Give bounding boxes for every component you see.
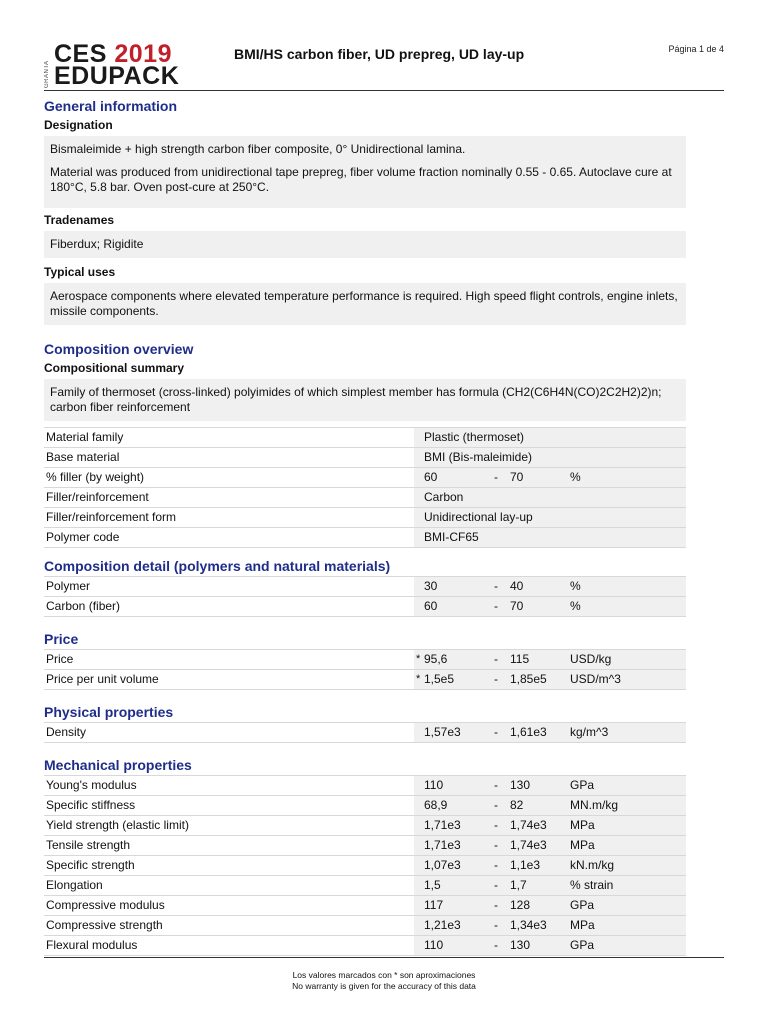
- approx-marker: [414, 428, 422, 448]
- property-name: Young's modulus: [44, 776, 414, 796]
- range-high: 130: [508, 936, 568, 956]
- unit: GPa: [568, 896, 686, 916]
- property-name: Yield strength (elastic limit): [44, 816, 414, 836]
- unit: kN.m/kg: [568, 856, 686, 876]
- unit: % strain: [568, 876, 686, 896]
- unit: MPa: [568, 816, 686, 836]
- unit: USD/kg: [568, 650, 686, 670]
- range-high: 82: [508, 796, 568, 816]
- approx-marker: [414, 856, 422, 876]
- table-row: [44, 723, 686, 743]
- price-table: [44, 649, 686, 690]
- approx-marker: [414, 816, 422, 836]
- range-low: 1,5e5: [422, 670, 484, 690]
- range-high: 1,74e3: [508, 816, 568, 836]
- table-row: [44, 836, 686, 856]
- property-name: Tensile strength: [44, 836, 414, 856]
- range-dash: -: [484, 577, 508, 597]
- tradenames-text: Fiberdux; Rigidite: [44, 231, 686, 258]
- ces-edupack-logo: [44, 42, 204, 90]
- range-dash: -: [484, 836, 508, 856]
- section-title-mechanical: Mechanical properties: [44, 757, 192, 773]
- property-name: Price per unit volume: [44, 670, 414, 690]
- table-row: [44, 896, 686, 916]
- section-title-physical: Physical properties: [44, 704, 174, 720]
- approx-marker: [414, 468, 422, 488]
- section-title-general: General information: [44, 98, 178, 114]
- approx-marker: [414, 836, 422, 856]
- physical-table: [44, 722, 686, 743]
- footer-divider: [44, 957, 724, 958]
- property-name: Polymer: [44, 577, 414, 597]
- section-title-composition: Composition overview: [44, 341, 194, 357]
- table-row: [44, 597, 686, 617]
- property-value: Plastic (thermoset): [422, 428, 686, 448]
- range-dash: -: [484, 597, 508, 617]
- approx-marker: [414, 508, 422, 528]
- compositional-summary-label: Compositional summary: [44, 361, 185, 375]
- table-row: [44, 796, 686, 816]
- property-value: BMI-CF65: [422, 528, 686, 548]
- approx-marker: [414, 528, 422, 548]
- range-dash: -: [484, 916, 508, 936]
- unit: %: [568, 468, 686, 488]
- table-row: [44, 508, 686, 528]
- property-name: Compressive strength: [44, 916, 414, 936]
- compositional-summary-text: Family of thermoset (cross-linked) polyimides of which simplest member has formula (CH2(C6H4N(CO)2C2H2)2)n; carbon fiber reinforcement: [44, 379, 686, 421]
- typical-uses-label: Typical uses: [44, 265, 116, 279]
- approx-marker: [414, 896, 422, 916]
- designation-text: [44, 136, 686, 208]
- range-low: 1,71e3: [422, 816, 484, 836]
- property-name: Base material: [44, 448, 414, 468]
- footer-approximation-note: Los valores marcados con * son aproximaciones: [292, 970, 476, 980]
- unit: %: [568, 597, 686, 617]
- table-row: [44, 936, 686, 956]
- footer-warranty-note: No warranty is given for the accuracy of this data: [292, 981, 476, 991]
- unit: %: [568, 577, 686, 597]
- property-name: Density: [44, 723, 414, 743]
- property-value: Carbon: [422, 488, 686, 508]
- approx-marker: [414, 597, 422, 617]
- range-low: 117: [422, 896, 484, 916]
- section-title-price: Price: [44, 631, 79, 647]
- property-name: Carbon (fiber): [44, 597, 414, 617]
- range-high: 1,1e3: [508, 856, 568, 876]
- approx-marker: [414, 488, 422, 508]
- page-footer: [0, 970, 768, 992]
- property-name: % filler (by weight): [44, 468, 414, 488]
- range-dash: -: [484, 796, 508, 816]
- table-row: [44, 776, 686, 796]
- datasheet-content: [44, 96, 686, 956]
- range-dash: -: [484, 776, 508, 796]
- range-high: 1,85e5: [508, 670, 568, 690]
- range-dash: -: [484, 896, 508, 916]
- designation-paragraph-2: Material was produced from unidirectional tape prepreg, fiber volume fraction nominally 0.55 - 0.65. Autoclave cure at 180°C, 5.8 bar. Oven post-cure at 250°C.: [50, 165, 672, 194]
- range-low: 1,57e3: [422, 723, 484, 743]
- composition-detail-table: [44, 576, 686, 617]
- approx-marker: *: [414, 650, 422, 670]
- range-dash: -: [484, 876, 508, 896]
- range-dash: -: [484, 816, 508, 836]
- page-number: Página 1 de 4: [668, 44, 724, 54]
- range-low: 1,5: [422, 876, 484, 896]
- range-low: 1,07e3: [422, 856, 484, 876]
- range-low: 1,21e3: [422, 916, 484, 936]
- property-name: Filler/reinforcement: [44, 488, 414, 508]
- tradenames-label: Tradenames: [44, 213, 115, 227]
- table-row: [44, 428, 686, 448]
- approx-marker: [414, 577, 422, 597]
- range-low: 110: [422, 936, 484, 956]
- table-row: [44, 448, 686, 468]
- range-high: 1,34e3: [508, 916, 568, 936]
- designation-label: Designation: [44, 118, 113, 132]
- range-dash: -: [484, 856, 508, 876]
- range-dash: -: [484, 936, 508, 956]
- table-row: [44, 816, 686, 836]
- unit: USD/m^3: [568, 670, 686, 690]
- table-row: [44, 488, 686, 508]
- approx-marker: [414, 796, 422, 816]
- property-name: Price: [44, 650, 414, 670]
- approx-marker: [414, 936, 422, 956]
- mechanical-table: [44, 775, 686, 956]
- range-high: 1,7: [508, 876, 568, 896]
- header-divider: [44, 90, 724, 91]
- approx-marker: [414, 876, 422, 896]
- typical-uses-text: Aerospace components where elevated temperature performance is required. High speed flight controls, engine inlets, missile components.: [44, 283, 686, 325]
- range-dash: -: [484, 650, 508, 670]
- range-dash: -: [484, 723, 508, 743]
- range-dash: -: [484, 670, 508, 690]
- table-row: [44, 577, 686, 597]
- property-name: Specific strength: [44, 856, 414, 876]
- section-title-composition-detail: Composition detail (polymers and natural materials): [44, 558, 391, 574]
- table-row: [44, 856, 686, 876]
- unit: MN.m/kg: [568, 796, 686, 816]
- unit: GPa: [568, 936, 686, 956]
- property-name: Flexural modulus: [44, 936, 414, 956]
- table-row: [44, 916, 686, 936]
- property-name: Polymer code: [44, 528, 414, 548]
- range-high: 128: [508, 896, 568, 916]
- range-low: 95,6: [422, 650, 484, 670]
- property-name: Elongation: [44, 876, 414, 896]
- range-high: 70: [508, 597, 568, 617]
- approx-marker: [414, 776, 422, 796]
- range-high: 130: [508, 776, 568, 796]
- range-low: 1,71e3: [422, 836, 484, 856]
- logo-granta-text: GRANTA: [44, 60, 50, 88]
- range-low: 30: [422, 577, 484, 597]
- logo-edupack-text: EDUPACK: [54, 62, 180, 90]
- unit: kg/m^3: [568, 723, 686, 743]
- unit: GPa: [568, 776, 686, 796]
- table-row: [44, 468, 686, 488]
- logo-ces-text: CES: [54, 40, 107, 68]
- property-value: Unidirectional lay-up: [422, 508, 686, 528]
- document-title: BMI/HS carbon fiber, UD prepreg, UD lay-up: [234, 46, 525, 62]
- range-high: 70: [508, 468, 568, 488]
- range-low: 68,9: [422, 796, 484, 816]
- table-row: [44, 876, 686, 896]
- designation-paragraph-1: Bismaleimide + high strength carbon fiber composite, 0° Unidirectional lamina.: [50, 142, 466, 156]
- range-high: 115: [508, 650, 568, 670]
- approx-marker: *: [414, 670, 422, 690]
- range-low: 60: [422, 597, 484, 617]
- range-dash: -: [484, 468, 508, 488]
- unit: MPa: [568, 916, 686, 936]
- table-row: [44, 670, 686, 690]
- unit: MPa: [568, 836, 686, 856]
- composition-table: [44, 427, 686, 548]
- table-row: [44, 650, 686, 670]
- property-name: Specific stiffness: [44, 796, 414, 816]
- page-header: [44, 40, 724, 92]
- logo-year-text: 2019: [114, 40, 172, 68]
- property-name: Filler/reinforcement form: [44, 508, 414, 528]
- approx-marker: [414, 916, 422, 936]
- property-name: Material family: [44, 428, 414, 448]
- range-high: 1,61e3: [508, 723, 568, 743]
- property-name: Compressive modulus: [44, 896, 414, 916]
- table-row: [44, 528, 686, 548]
- range-low: 60: [422, 468, 484, 488]
- approx-marker: [414, 723, 422, 743]
- property-value: BMI (Bis-maleimide): [422, 448, 686, 468]
- range-high: 1,74e3: [508, 836, 568, 856]
- range-low: 110: [422, 776, 484, 796]
- range-high: 40: [508, 577, 568, 597]
- approx-marker: [414, 448, 422, 468]
